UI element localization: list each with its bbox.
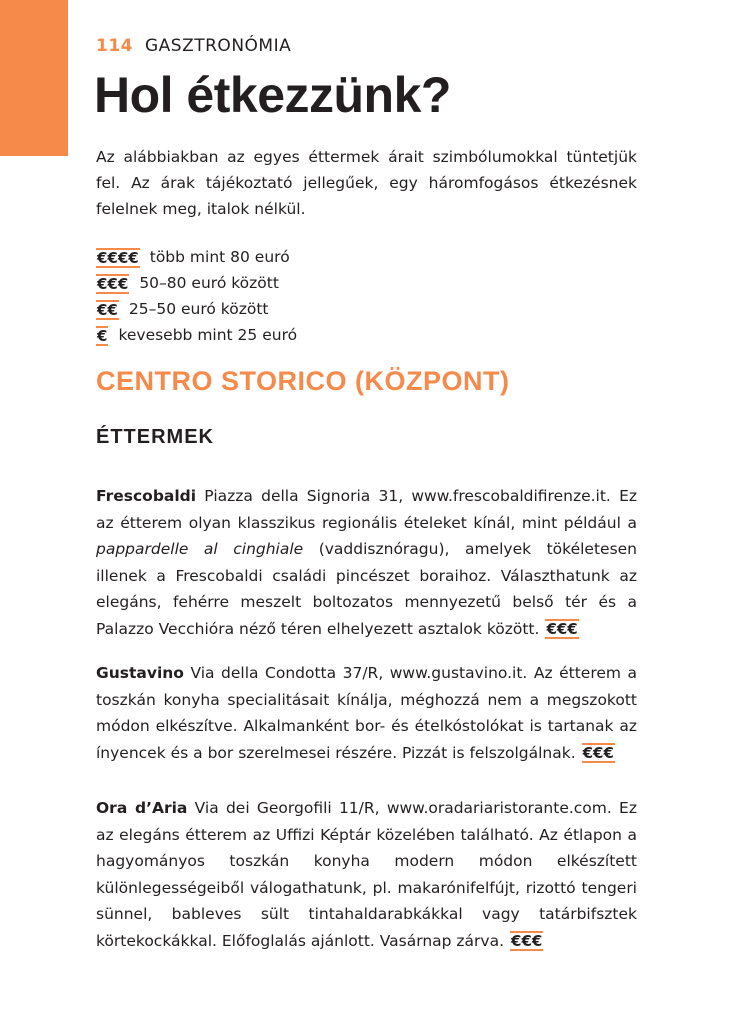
restaurant-description-cont: (vaddisznóragu), amelyek tökéletesen illenek a Frescobaldi családi pincészet boraihoz. Választhatunk az elegáns, fehérre meszelt boltozatos mennyezetű belső tér és a Palazzo Vecchióra néző téren elhelyezett asztalok között. — [96, 540, 638, 638]
price-symbol: €€€ — [546, 620, 578, 638]
restaurant-name: Gustavino — [96, 664, 184, 682]
legend-text: több mint 80 euró — [149, 248, 290, 266]
restaurant-entry — [96, 795, 637, 954]
section-name: GASZTRONÓMIA — [145, 36, 292, 56]
region-heading: CENTRO STORICO (KÖZPONT) — [96, 366, 510, 396]
legend-text: 50–80 euró között — [139, 274, 279, 292]
price-symbol: €€€ — [97, 274, 129, 293]
running-head — [96, 36, 291, 56]
legend-item — [96, 296, 637, 322]
category-heading: ÉTTERMEK — [96, 426, 214, 448]
legend-item — [96, 270, 637, 296]
intro-paragraph: Az alábbiakban az egyes éttermek árait szimbólumokkal tüntetjük fel. Az árak tájékoztató jellegűek, egy háromfogásos étkezésnek felelnek meg, italok nélkül. — [96, 148, 637, 218]
legend-text: kevesebb mint 25 euró — [118, 326, 298, 344]
price-symbol: €€ — [97, 300, 118, 319]
legend-item — [96, 322, 637, 348]
legend-item — [96, 244, 637, 270]
price-symbol: €€€€ — [97, 248, 139, 267]
price-symbol: €€€ — [582, 744, 614, 762]
restaurant-name: Ora d’Aria — [96, 799, 188, 817]
price-legend — [96, 244, 637, 348]
page-number: 114 — [96, 36, 133, 56]
restaurant-entry — [96, 483, 637, 642]
legend-text: 25–50 euró között — [128, 300, 269, 318]
restaurant-description: Via dei Georgofili 11/R, www.oradariaristorante.com. Ez az elegáns étterem az Uffizi Képtár közelében található. Az étlapon a hagyományos toszkán konyha modern módon elkészített különlegességeiből válogathatunk, pl. makarónifelfújt, rizottó tengeri sünnel, bableves sült tintahaldarabkákkal vagy tatárbifsztek körtekockákkal. Előfoglalás ajánlott. Vasárnap zárva. — [96, 799, 637, 950]
page-title: Hol étkezzünk? — [94, 67, 451, 123]
price-symbol: €€€ — [511, 932, 543, 950]
dish-name: pappardelle al cinghiale — [96, 540, 304, 558]
restaurant-entry — [96, 660, 637, 766]
restaurant-description: Via della Condotta 37/R, www.gustavino.it. Az étterem a toszkán konyha specialitásait kínálja, méghozzá nem a megszokott módon elkészítve. Alkalmanként bor- és ételkóstolókat is tartanak az ínyencek és a bor szerelmesei részére. Pizzát is felszolgálnak. — [96, 664, 637, 762]
price-symbol: € — [97, 326, 108, 345]
restaurant-description: Piazza della Signoria 31, www.frescobaldifirenze.it. Ez az étterem olyan klasszikus regionális ételeket kínál, mint például a — [96, 487, 637, 532]
restaurant-name: Frescobaldi — [96, 487, 197, 505]
orange-tab-marker — [0, 0, 68, 156]
